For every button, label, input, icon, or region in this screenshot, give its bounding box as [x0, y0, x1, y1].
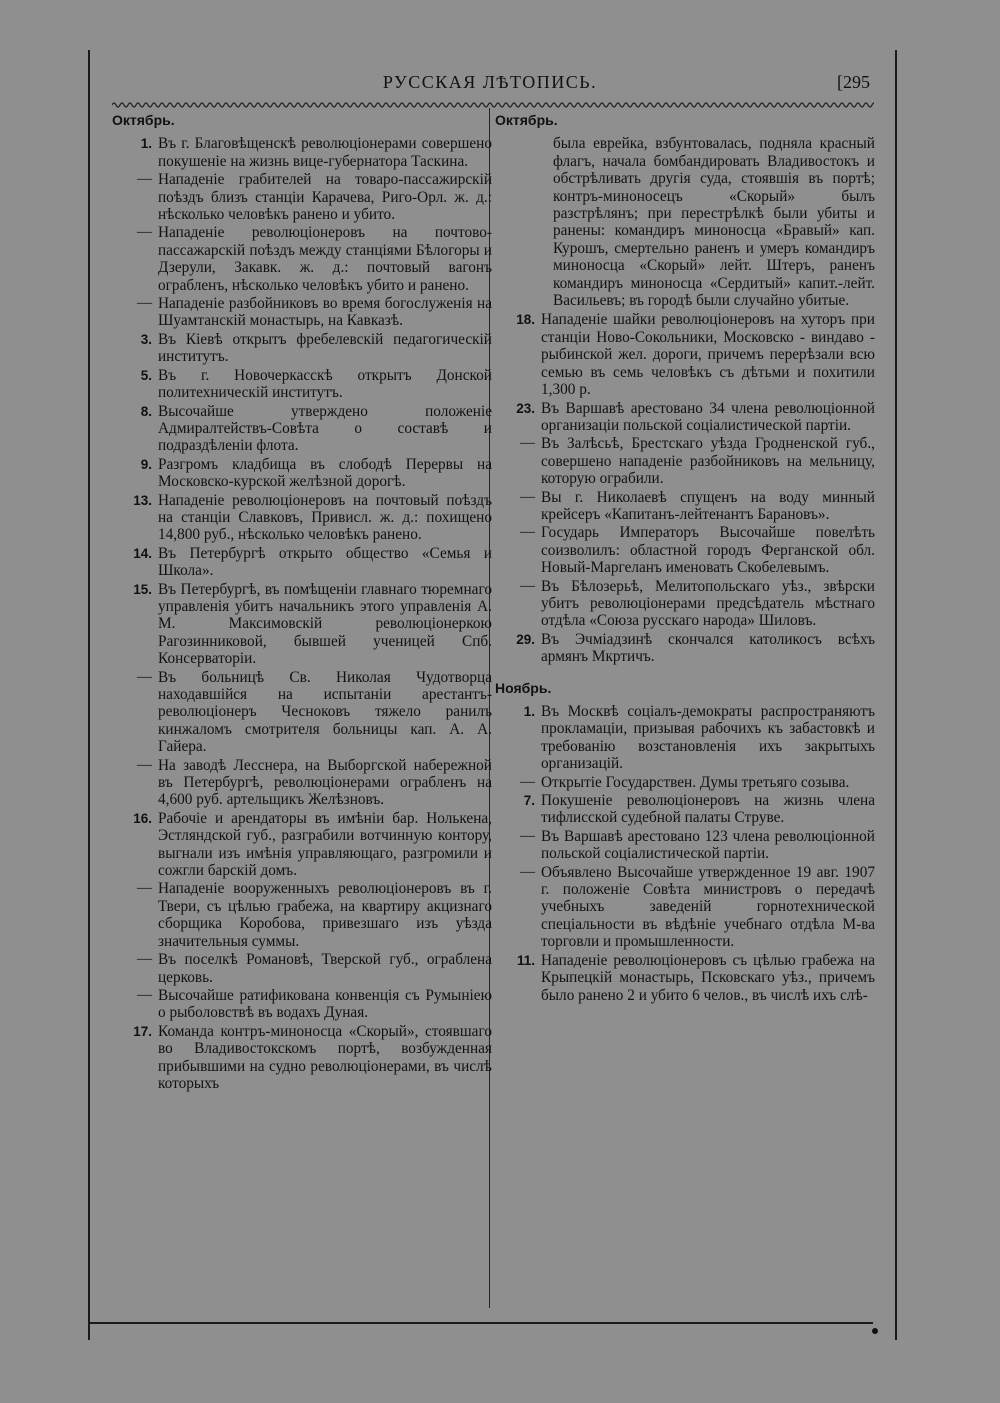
entry-date-mark: 14.: [133, 545, 152, 561]
chronicle-entry: [112, 295, 492, 330]
entry-date-mark: 17.: [133, 1023, 152, 1039]
entry-text: Въ г. Новочеркасскѣ открытъ Донской политехническій институтъ.: [158, 366, 492, 402]
chronicle-entry: [112, 669, 492, 756]
chronicle-entry: [495, 524, 875, 576]
entry-date-mark: 9.: [140, 456, 152, 472]
entry-text: Въ Бѣлозерьѣ, Мелитопольскаго уѣз., звѣрски убитъ революціонерами предсѣдатель мѣстнаго отдѣла «Союза русскаго народа» Шиловъ.: [541, 577, 875, 630]
entry-text: Покушеніе революціонеровъ на жизнь члена тифлисской судебной палаты Струве.: [541, 792, 875, 827]
entry-date-mark: —: [520, 524, 535, 541]
chronicle-entry: [112, 757, 492, 809]
chronicle-entry: [495, 631, 875, 666]
chronicle-entry: [495, 792, 875, 827]
entry-date-mark: 18.: [516, 312, 535, 328]
chronicle-entry: [495, 489, 875, 524]
chronicle-entry: [495, 435, 875, 487]
entry-date-mark: 15.: [133, 581, 152, 597]
chronicle-entry: [495, 578, 875, 630]
right-entry-list: [495, 311, 875, 665]
entry-date-mark: —: [137, 295, 152, 312]
entry-text: Въ поселкѣ Романовѣ, Тверской губ., ограблена церковь.: [158, 951, 492, 986]
entry-text: Высочайше утверждено положеніе Адмиралтействъ-Совѣта о составѣ и подраздѣленіи флота.: [158, 402, 492, 455]
entry-text: Въ Варшавѣ арестовано 34 члена революціонной организаціи польской соціалистической партіи.: [541, 399, 875, 434]
chronicle-entry: [495, 703, 875, 773]
entry-text: Въ Москвѣ соціалъ-демократы распространяютъ прокламаціи, призывая рабочихъ къ забастовкѣ и требованію возстановленія ихъ закрытыхъ организацій.: [541, 703, 875, 773]
entry-date-mark: 1.: [140, 136, 152, 152]
entry-text: Нападеніе грабителей на товаро-пассажирскій поѣздъ близъ станціи Карачева, Риго-Орл. ж. д.: нѣсколько человѣкъ ранено и убито.: [158, 171, 492, 224]
chronicle-entry: [112, 951, 492, 986]
entry-text: Въ Петербургѣ открыто общество «Семья и Школа».: [158, 544, 492, 580]
chronicle-entry: [112, 456, 492, 491]
header-wavy-rule: [112, 100, 874, 110]
entry-text: Объявлено Высочайше утвержденное 19 авг. 1907 г. положеніе Совѣта министровъ о передачѣ учебныхъ заведеній горнотехнической спеціальности въ вѣдѣніе учебнаго отдѣла М-ва торговли и промышленности.: [541, 863, 875, 951]
chronicle-entry: [495, 774, 875, 791]
chronicle-entry: [112, 135, 492, 170]
entry-text: Нападеніе революціонеровъ на почтовый поѣздъ на станціи Славковъ, Привисл. ж. д.: похищено 14,800 руб., нѣсколько человѣкъ ранено.: [158, 491, 492, 544]
chronicle-entry: [495, 311, 875, 398]
entry-date-mark: 8.: [140, 403, 152, 419]
entry-text: На заводѣ Лесснера, на Выборгской набережной въ Петербургѣ, революціонерами ограбленъ на 4,600 руб. артельщикъ Желѣзновъ.: [158, 756, 492, 809]
entry-date-mark: —: [520, 863, 535, 880]
month-heading-october: Октябрь.: [112, 112, 175, 128]
chronicle-entry: [112, 1023, 492, 1093]
entry-date-mark: —: [137, 668, 152, 685]
chronicle-entry: [112, 987, 492, 1022]
entry-date-mark: —: [137, 756, 152, 773]
entry-date-mark: 23.: [516, 400, 535, 416]
chronicle-entry: [112, 880, 492, 950]
november-entry-list: [495, 703, 875, 1004]
right-column: [495, 112, 875, 1005]
running-head: [110, 72, 870, 96]
chronicle-entry: [495, 400, 875, 435]
entry-date-mark: —: [520, 488, 535, 505]
left-entry-list: [112, 135, 492, 1092]
entry-date-mark: 5.: [140, 367, 152, 383]
chronicle-entry: [112, 224, 492, 294]
entry-date-mark: —: [137, 224, 152, 241]
entry-text: Въ Варшавѣ арестовано 123 члена революціонной польской соціалистической партіи.: [541, 827, 875, 863]
chronicle-entry: [112, 171, 492, 223]
entry-text: Въ Эчміадзинѣ скончался католикосъ всѣхъ армянъ Мкртичъ.: [541, 630, 875, 666]
entry-text: Нападеніе шайки революціонеровъ на хуторъ при станціи Ново-Сокольники, Московско - виндаво - рыбинской жел. дороги, причемъ перерѣзали всю семью въ семь человѣкъ съ дѣтьми и похитили 1,300 р.: [541, 311, 875, 399]
chronicle-entry: [495, 828, 875, 863]
entry-text: Рабочіе и арендаторы въ имѣніи бар. Нолькена, Эстляндской губ., разграбили вотчинную контору, выгнали изъ имѣнія управляющаго, разгромили и сожгли барскій домъ.: [158, 809, 492, 880]
entry-date-mark: 3.: [140, 331, 152, 347]
entry-date-mark: 29.: [516, 631, 535, 647]
chronicle-entry: [112, 367, 492, 402]
entry-text: Высочайше ратификована конвенція съ Румыніею о рыболовствѣ въ водахъ Дуная.: [158, 986, 492, 1022]
entry-date-mark: —: [137, 880, 152, 897]
bottom-rule: [88, 1322, 873, 1324]
month-heading-november: Ноябрь.: [495, 679, 552, 696]
entry-date-mark: —: [137, 986, 152, 1003]
entry-text: Въ г. Благовѣщенскѣ революціонерами совершено покушеніе на жизнь вице-губернатора Таскина.: [158, 135, 492, 170]
entry-date-mark: —: [520, 435, 535, 452]
entry-date-mark: 13.: [133, 492, 152, 508]
entry-text: Разгромъ кладбища въ слободѣ Перервы на Московско-курской желѣзной дорогѣ.: [158, 455, 492, 491]
entry-text: Команда контръ-миноносца «Скорый», стоявшаго во Владивостокскомъ портѣ, возбужденная прибывшими на судно революціонерами, въ числѣ которыхъ: [158, 1022, 492, 1092]
entry-text: Въ Кіевѣ открытъ фребелевскій педагогическій институтъ.: [158, 330, 492, 366]
continued-entry-text: была еврейка, взбунтовалась, подняла красный флагъ, начала бомбандировать Владивостокъ и обстрѣливать другія суда, стоявшія въ портѣ; контръ-миноносецъ «Скорый» былъ разстрѣлянъ; при перестрѣлкѣ были убиты и ранены: командиръ миноносца «Бравый» кап. Курошъ, смертельно раненъ и умеръ командиръ миноносца «Скорый» лейт. Штеръ, раненъ командиръ миноносца «Сердитый» капит.-лейт. Васильевъ; въ городѣ были случайно убитые.: [553, 135, 875, 310]
left-column: [112, 112, 492, 1093]
corner-dot: [872, 1328, 878, 1334]
entry-date-mark: 1.: [523, 704, 535, 719]
chronicle-entry: [112, 331, 492, 366]
entry-date-mark: —: [520, 827, 535, 844]
entry-date-mark: 11.: [516, 952, 535, 968]
entry-text: Въ Залѣсьѣ, Брестскаго уѣзда Гродненской губ., совершено нападеніе разбойниковъ на мельницу, которую ограбили.: [541, 435, 875, 488]
page-title: РУССКАЯ ЛѢТОПИСЬ.: [382, 72, 598, 92]
chronicle-entry: [495, 864, 875, 951]
chronicle-entry: [112, 581, 492, 668]
chronicle-entry: [112, 403, 492, 455]
entry-date-mark: —: [520, 577, 535, 594]
page-number: [295: [837, 72, 870, 92]
entry-date-mark: —: [137, 171, 152, 188]
chronicle-entry: [495, 952, 875, 1004]
month-heading-october-cont: Октябрь.: [495, 112, 558, 128]
entry-text: Въ больницѣ Св. Николая Чудотворца находавшійся на испытаніи арестантъ-революціонеръ Чесноковъ тяжело ранилъ кинжаломъ смотрителя больницы кап. А. А. Гайера.: [158, 668, 492, 756]
chronicle-entry: [112, 545, 492, 580]
chronicle-entry: [112, 492, 492, 544]
entry-date-mark: 16.: [133, 810, 152, 826]
entry-date-mark: —: [520, 773, 535, 790]
entry-text: Вы г. Николаевѣ спущенъ на воду минный крейсеръ «Капитанъ-лейтенантъ Барановъ».: [541, 488, 875, 523]
entry-text: Нападеніе революціонеровъ на почтово-пассажарскій поѣздъ между станціями Бѣлогоры и Дзерули, Закавк. ж. д.: почтовый вагонъ ограбленъ, нѣсколько человѣкъ убито и ранено.: [158, 224, 492, 294]
entry-text: Нападеніе вооруженныхъ революціонеровъ въ г. Твери, съ цѣлью грабежа, на квартиру акцизнаго сборщика Коробова, привезшаго изъ уѣзда значительныя суммы.: [158, 880, 492, 950]
entry-text: Открытіе Государствен. Думы третьяго созыва.: [541, 773, 850, 791]
entry-text: Нападеніе революціонеровъ съ цѣлью грабежа на Крыпецкій монастырь, Псковскаго уѣз., причемъ было ранено 2 и убито 6 челов., въ числѣ ихъ слѣ-: [541, 951, 875, 1004]
entry-date-mark: —: [137, 951, 152, 968]
entry-date-mark: 7.: [523, 793, 535, 809]
entry-text: Государь Императоръ Высочайше повелѣть соизволилъ: областной городъ Ферганской обл. Новый-Маргеланъ именовать Скобелевымъ.: [541, 524, 875, 577]
entry-text: Нападеніе разбойниковъ во время богослуженія на Шуамтанскій монастырь, на Кавказѣ.: [158, 295, 492, 330]
chronicle-entry: [112, 810, 492, 880]
entry-text: Въ Петербургѣ, въ помѣщеніи главнаго тюремнаго управленія убитъ начальникъ этого управленія А. М. Максимовскій революціонеркою Рагозинниковой, бывшей ученицей Спб. Консерваторіи.: [158, 580, 492, 668]
